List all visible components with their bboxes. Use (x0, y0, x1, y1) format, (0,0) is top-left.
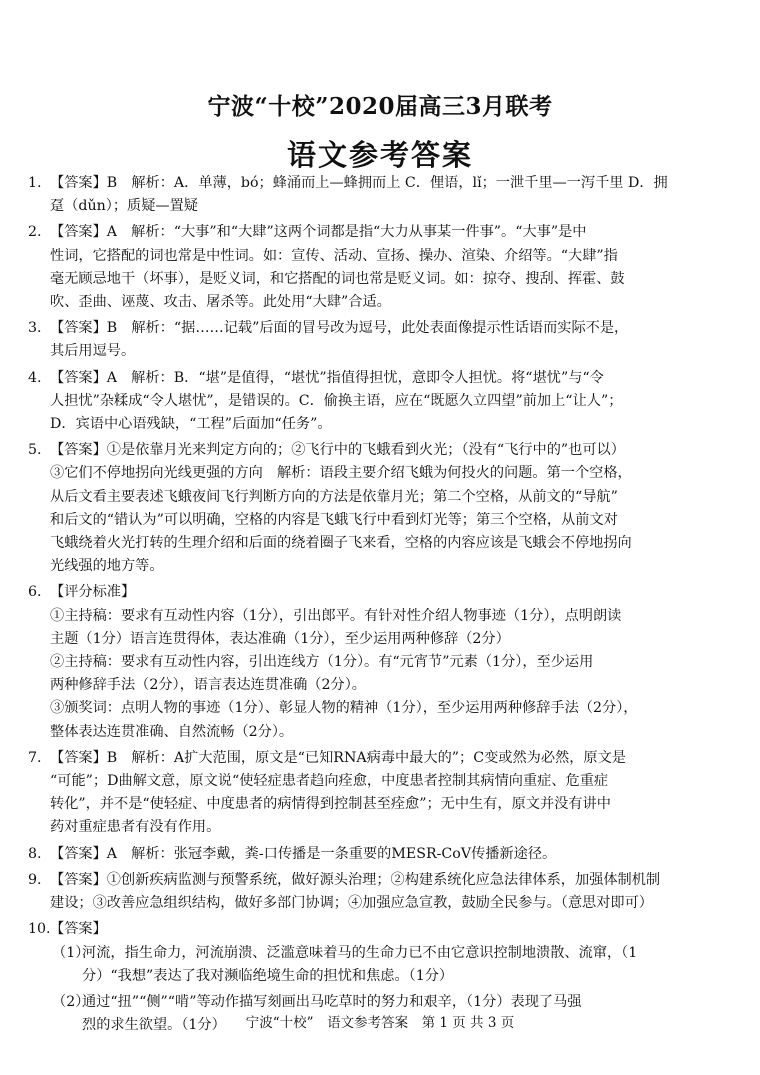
answer-number: 9. (28, 871, 42, 888)
answer-item (28, 439, 718, 578)
sub-answer-line: 河流，指生命力，河流崩溃、泛滥意味着马的生命力已不由它意识控制地溃散、流窜，（1 (82, 944, 638, 961)
answer-line: ①主持稿：要求有互动性内容（1分），引出郎平。有针对性介绍人物事迹（1分），点明朗读 (50, 607, 622, 624)
answer-line: 【答案】A 解析：B．“堪”是值得，“堪忧”指值得担忧，意即令人担忧。将“堪忧”与“令 (50, 369, 604, 386)
answer-number: 6. (28, 584, 42, 601)
answer-line: 人担忧”杂糅成“令人堪忧”，是错误的。C．偷换主语，应在“既愿久立四望”前加上“让人”； (50, 392, 623, 409)
answer-number: 2. (28, 224, 42, 241)
answer-number: 3. (28, 320, 42, 337)
answer-line: 【答案】①创新疾病监测与预警系统，做好源头治理；②构建系统化应急法律体系，加强体制机制 (50, 871, 661, 888)
answer-number: 5. (28, 442, 42, 459)
answer-item (28, 843, 718, 866)
page-footer: 宁波“十校” 语文参考答案 第 1 页 共 3 页 (245, 1015, 515, 1031)
answer-line: 【答案】A 解析：张冠李戴，粪-口传播是一条重要的MESR-CoV传播新途径。 (50, 845, 557, 862)
answer-item (28, 172, 718, 218)
answer-number: 10. (28, 921, 51, 938)
answer-line: 光线强的地方等。 (50, 558, 164, 575)
answer-line: 【答案】①是依靠月光来判定方向的；②飞行中的飞蛾看到火光；（没有“飞行中的”也可以） (50, 442, 625, 459)
answer-item (28, 747, 718, 840)
answer-line: 性词，它搭配的词也常是中性词。如：宣传、活动、宣扬、操办、渲染、介绍等。“大肆”指 (50, 247, 618, 264)
answer-number: 1. (28, 175, 42, 191)
answer-line: D．宾语中心语残缺，“工程”后面加“任务”。 (50, 416, 332, 433)
answer-line: 主题（1分）语言连贯得体，表达准确（1分），至少运用两种修辞（2分） (50, 630, 510, 647)
answer-line: 建设；③改善应急组织结构，做好多部门协调；④加强应急宣教，鼓励全民参与。（意思对即可） (50, 895, 653, 912)
answer-number: 7. (28, 749, 42, 766)
answer-line: 两种修辞手法（2分），语言表达连贯准确（2分）。 (50, 677, 366, 694)
answer-line: ②主持稿：要求有互动性内容，引出连线方（1分）。有“元宵节”元素（1分），至少运用 (50, 654, 594, 671)
answer-line: 其后用逗号。 (50, 343, 136, 360)
answer-item (28, 581, 718, 743)
answer-line: 和后文的“错认为”可以明确，空格的内容是飞蛾飞行中看到灯光等；第三个空格，从前文对 (50, 511, 618, 528)
answer-line: ③它们不停地拐向光线更强的方向 解析：语段主要介绍飞蛾为何投火的问题。第一个空格， (50, 465, 632, 482)
answer-line: 【答案】B 解析：A扩大范围，原文是“已知RNA病毒中最大的”；C变或然为必然，原文是 (50, 749, 626, 766)
sub-answer-line: 烈的求生欲望。（1分） (82, 1017, 226, 1034)
answer-line: “可能”；D曲解文意，原文说“使轻症患者趋向痊愈，中度患者控制其病情向重症、危重症 (50, 773, 609, 790)
sub-answer (50, 942, 718, 988)
answer-line: 【答案】 (50, 921, 107, 938)
answer-item (28, 869, 718, 915)
answer-number: 8. (28, 845, 42, 862)
answer-line: ③颁奖词：点明人物的事迹（1分）、彰显人物的精神（1分），至少运用两种修辞手法（2分）， (50, 700, 638, 717)
answer-line: 从后文看主要表述飞蛾夜间飞行判断方向的方法是依靠月光；第二个空格，从前文的“导航” (50, 488, 618, 505)
answer-line: 【答案】A 解析：“大事”和“大肆”这两个词都是指“大力从事某一件事”。“大事”是中 (50, 224, 587, 241)
answer-line: 飞蛾绕着火光打转的生理介绍和后面的绕着圈子飞来看，空格的内容应该是飞蛾会不停地拐向 (50, 535, 632, 552)
document-subtitle: 语文参考答案 (286, 138, 473, 172)
answer-item (28, 221, 718, 314)
answer-line: 趸（dǔn）；质疑—置疑 (50, 198, 198, 215)
answer-line: 吹、歪曲、诬蔑、攻击、屠杀等。此处用“大肆”合适。 (50, 294, 391, 311)
answer-line: 整体表达连贯准确、自然流畅（2分）。 (50, 723, 294, 740)
answer-line: 【评分标准】 (50, 584, 136, 601)
sub-answer-line: 通过“扭”“侧”“啃”等动作描写刻画出马吃草时的努力和艰辛，（1分）表现了马强 (82, 993, 582, 1010)
answer-line: 药对重症患者有没有作用。 (50, 819, 221, 836)
sub-answer-number: （1） (52, 944, 90, 961)
answer-item (28, 367, 718, 437)
answer-list (28, 172, 718, 1040)
answer-line: 【答案】B 解析：“据……记载”后面的冒号改为逗号，此处表面像提示性话语而实际不是， (50, 320, 629, 337)
answer-line: 【答案】B 解析：A．单薄，bó；蜂涌而上—蜂拥而上 C．俚语，lǐ；一泄千里—一泻千里 D．拥 (50, 175, 668, 191)
answer-line: 毫无顾忌地干（坏事），是贬义词，和它搭配的词也常是贬义词。如：掠夺、搜刮、挥霍、鼓 (50, 270, 625, 287)
sub-answer-line: 分）“我想”表达了我对濒临绝境生命的担忧和焦虑。（1分） (82, 967, 454, 984)
answer-item (28, 317, 718, 363)
sub-answer-number: （2） (52, 993, 90, 1010)
document-title: 宁波“十校”2020届高三3月联考 (207, 93, 553, 120)
answer-number: 4. (28, 369, 42, 386)
answer-line: 转化”，并不是“使轻症、中度患者的病情得到控制甚至痊愈”；无中生有，原文并没有讲中 (50, 796, 611, 813)
